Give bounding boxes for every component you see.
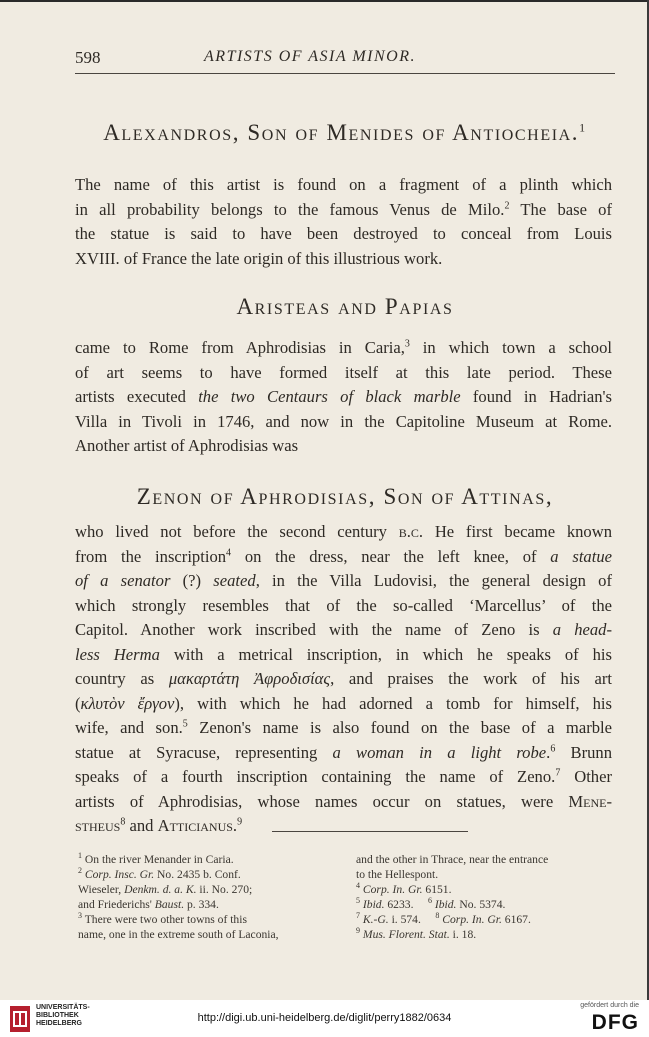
paragraph-zenon	[75, 520, 612, 839]
running-head	[75, 48, 615, 72]
text-line: country as μακαρτάτη Ἀφροδισίας, and praises the work of his art	[75, 669, 612, 688]
funded-by-label: gefördert durch die	[580, 1002, 639, 1009]
footnote-line: $^7$ K.-G. i. 574. $^8$ Corp. In. Gr. 6167.	[356, 911, 531, 926]
footnote-line: $^3$ There were two other towns of this	[78, 911, 247, 926]
section-title-alexandros: Alexandros, Son of Menides of Antiocheia.$^1$	[103, 120, 587, 145]
footnote-line: $^1$ On the river Menander in Caria.	[78, 851, 234, 866]
text-line: of a senator (?) seated, in the Villa Ludovisi, the general design of	[75, 571, 613, 590]
footnote-line: $^5$ Ibid. 6233. $^6$ Ibid. No. 5374.	[356, 896, 506, 911]
footnotes-right-column	[356, 852, 614, 942]
footnote-line: to the Hellespont.	[356, 868, 439, 881]
text-line: which strongly resembles that of the so-called ‘Marcellus’ of the	[75, 595, 612, 615]
text-line: Capitol. Another work inscribed with the name of Zeno is a head-	[75, 620, 612, 639]
text-line: speaks of a fourth inscription containing the name of Zeno.$^7$ Other	[75, 767, 612, 786]
text-line: came to Rome from Aphrodisias in Caria,$^3$ in which town a school	[75, 338, 612, 357]
scan-edge-top	[0, 0, 649, 2]
footnote-line: and the other in Thrace, near the entrance	[356, 853, 549, 866]
paragraph-alexandros	[75, 173, 612, 271]
section-title-zenon: Zenon of Aphrodisias, Son of Attinas,	[136, 484, 554, 509]
text-line: the statue is said to have been destroyed to conceal from Louis	[75, 224, 612, 243]
text-line: in all probability belongs to the famous Venus de Milo.$^2$ The base of	[75, 199, 612, 219]
footnotes-left-column	[78, 852, 336, 942]
footnote-line: $^2$ Corp. Insc. Gr. No. 2435 b. Conf.	[78, 866, 241, 881]
text-line: less Herma with a metrical inscription, in which he speaks of his	[75, 644, 612, 664]
section-title-aristeas: Aristeas and Papias	[236, 294, 454, 319]
text-line: (κλυτὸν ἔργον), with which he had adorned a tomb for himself, his	[75, 693, 612, 713]
header-rule	[75, 73, 615, 74]
text-line: Another artist of Aphrodisias was	[75, 436, 299, 455]
text-line: wife, and son.$^5$ Zenon's name is also found on the base of a marble	[75, 718, 612, 737]
viewer-footer	[0, 1000, 649, 1037]
text-line: stheus$^8$ and Atticianus.$^9$	[75, 816, 243, 835]
text-line: of art seems to have formed itself at this late period. These	[75, 362, 612, 382]
text-line: who lived not before the second century b.c. He first became known	[75, 522, 613, 541]
source-url[interactable]: http://digi.ub.uni-heidelberg.de/diglit/perry1882/0634	[197, 1012, 452, 1024]
footnote-line: $^4$ Corp. In. Gr. 6151.	[356, 881, 452, 896]
running-title: ARTISTS OF ASIA MINOR.	[204, 48, 416, 65]
institution-name: UNIVERSITÄTS- BIBLIOTHEK HEIDELBERG	[36, 1004, 90, 1027]
dfg-logo: DFG	[591, 1011, 639, 1034]
text-line: Villa in Tivoli in 1746, and now in the Capitoline Museum at Rome.	[75, 411, 612, 431]
page-number: 598	[75, 48, 101, 67]
paragraph-aristeas	[75, 336, 612, 459]
text-line: statue at Syracuse, representing a woman in a light robe.$^6$ Brunn	[75, 742, 612, 762]
text-line: from the inscription$^4$ on the dress, near the left knee, of a statue	[75, 546, 612, 566]
text-line: XVIII. of France the late origin of this illustrious work.	[75, 248, 443, 268]
footnote-rule	[272, 831, 468, 832]
footnote-line: $^9$ Mus. Florent. Stat. i. 18.	[356, 926, 477, 941]
footnote-line: name, one in the extreme south of Laconia,	[78, 928, 279, 941]
footnote-line: Wieseler, Denkm. d. a. K. ii. No. 270;	[78, 883, 253, 896]
text-line: The name of this artist is found on a fragment of a plinth which	[75, 175, 612, 194]
text-line: artists executed the two Centaurs of black marble found in Hadrian's	[75, 387, 612, 406]
text-line: artists of Aphrodisias, whose names occur on statues, were Mene-	[75, 791, 612, 811]
footnote-line: and Friederichs' Baust. p. 334.	[78, 898, 219, 911]
